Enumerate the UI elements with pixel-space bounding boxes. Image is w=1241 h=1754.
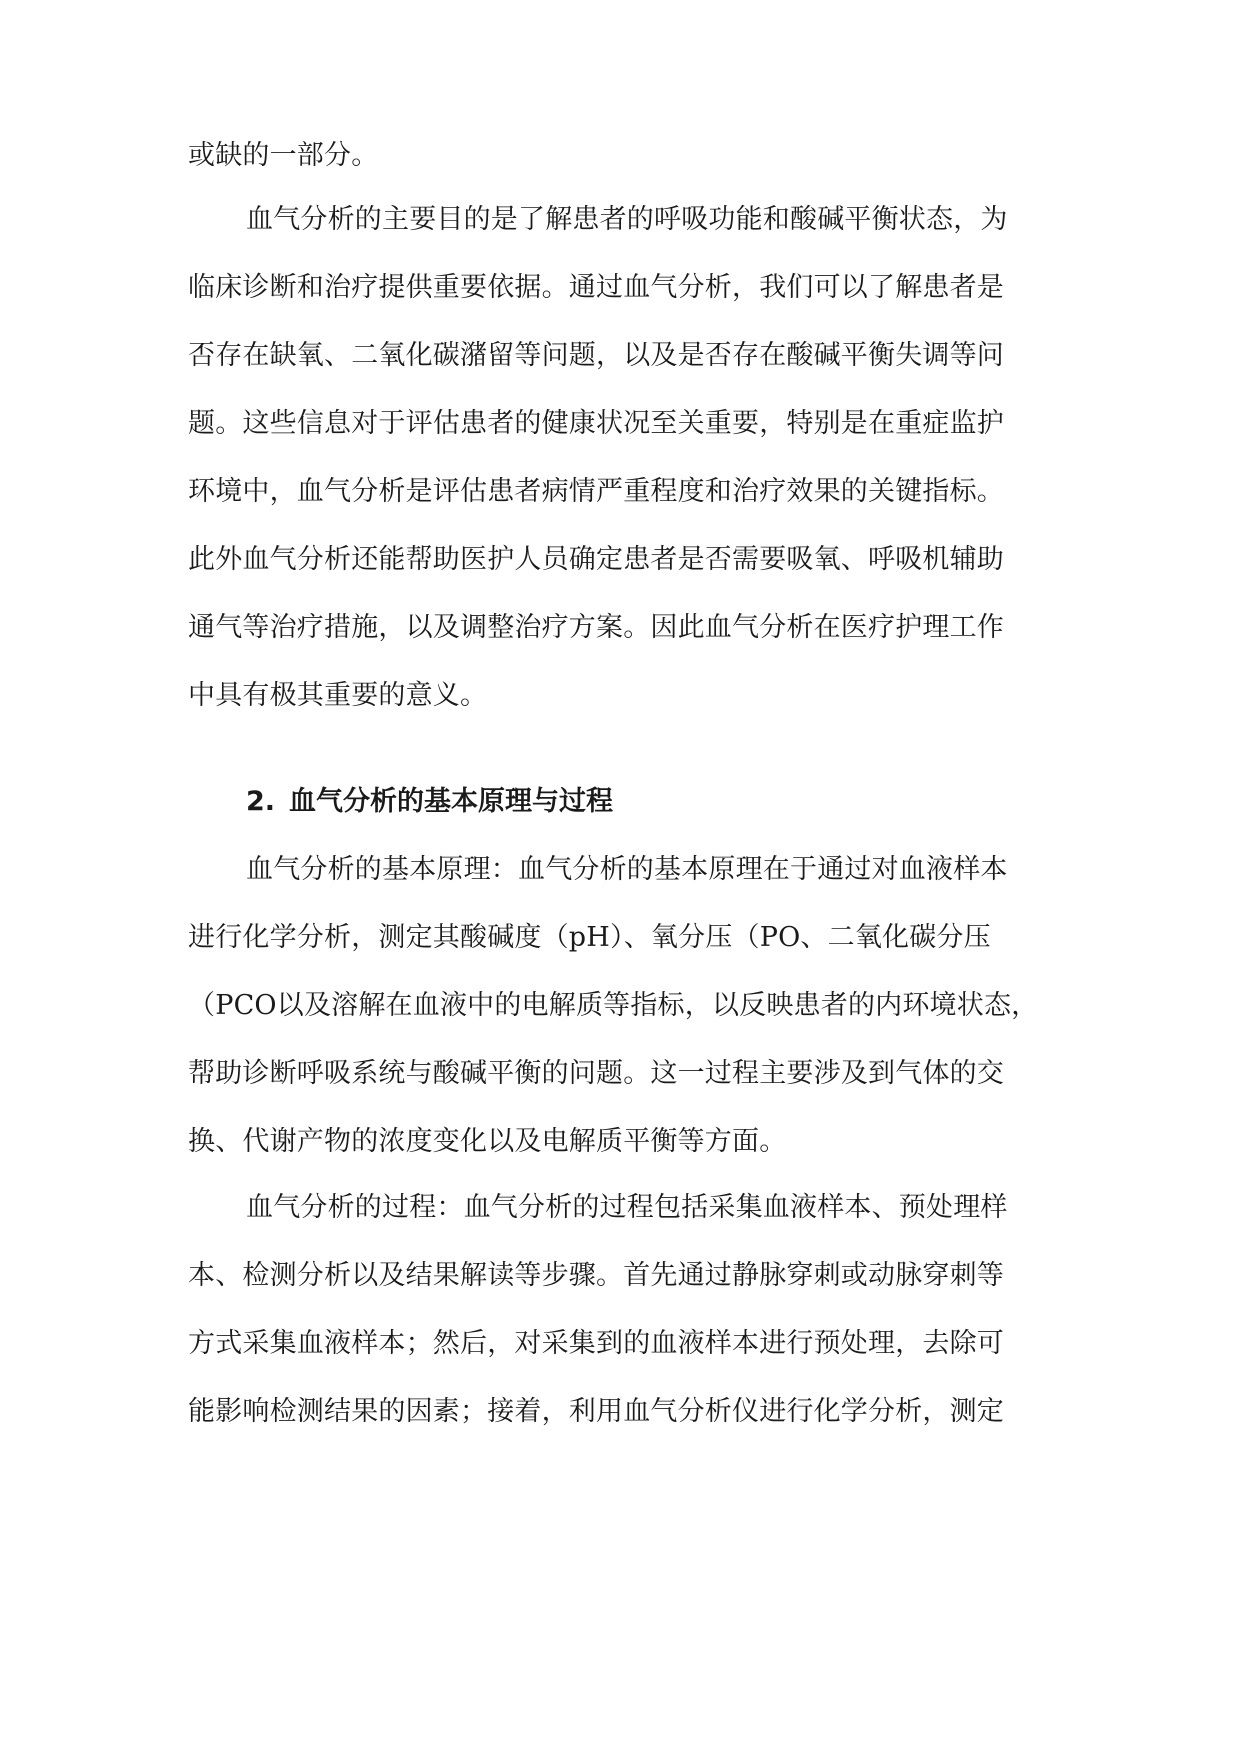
paragraph-3-line-2: 本、检测分析以及结果解读等步骤。首先通过静脉穿刺或动脉穿刺等 <box>188 1260 1004 1291</box>
paragraph-2-line-2: 进行化学分析，测定其酸碱度（pH）、氧分压（PO、二氧化碳分压 <box>188 922 991 953</box>
paragraph-1-line-1: 血气分析的主要目的是了解患者的呼吸功能和酸碱平衡状态，为 <box>246 204 1008 235</box>
paragraph-3-line-4: 能影响检测结果的因素；接着，利用血气分析仪进行化学分析，测定 <box>188 1396 1004 1427</box>
paragraph-0-line-1: 或缺的一部分。 <box>188 140 379 171</box>
paragraph-2-line-5: 换、代谢产物的浓度变化以及电解质平衡等方面。 <box>188 1126 787 1157</box>
paragraph-2-line-3: （PCO以及溶解在血液中的电解质等指标，以反映患者的内环境状态， <box>188 990 1039 1021</box>
paragraph-2-line-1: 血气分析的基本原理：血气分析的基本原理在于通过对血液样本 <box>246 854 1008 885</box>
section-title: 血气分析的基本原理与过程 <box>289 786 614 817</box>
paragraph-1-line-7: 通气等治疗措施，以及调整治疗方案。因此血气分析在医疗护理工作 <box>188 612 1004 643</box>
paragraph-2-line-4: 帮助诊断呼吸系统与酸碱平衡的问题。这一过程主要涉及到气体的交 <box>188 1058 1004 1089</box>
paragraph-1-line-3: 否存在缺氧、二氧化碳潴留等问题，以及是否存在酸碱平衡失调等问 <box>188 340 1004 371</box>
paragraph-3-line-1: 血气分析的过程：血气分析的过程包括采集血液样本、预处理样 <box>246 1192 1008 1223</box>
paragraph-3-line-3: 方式采集血液样本；然后，对采集到的血液样本进行预处理，去除可 <box>188 1328 1004 1359</box>
section-heading <box>246 782 613 822</box>
paragraph-1-line-2: 临床诊断和治疗提供重要依据。通过血气分析，我们可以了解患者是 <box>188 272 1004 303</box>
paragraph-1-line-8: 中具有极其重要的意义。 <box>188 680 488 711</box>
paragraph-1-line-5: 环境中，血气分析是评估患者病情严重程度和治疗效果的关键指标。 <box>188 476 1004 507</box>
paragraph-1-line-4: 题。这些信息对于评估患者的健康状况至关重要，特别是在重症监护 <box>188 408 1004 439</box>
section-number: 2. <box>246 786 276 817</box>
paragraph-1-line-6: 此外血气分析还能帮助医护人员确定患者是否需要吸氧、呼吸机辅助 <box>188 544 1004 575</box>
